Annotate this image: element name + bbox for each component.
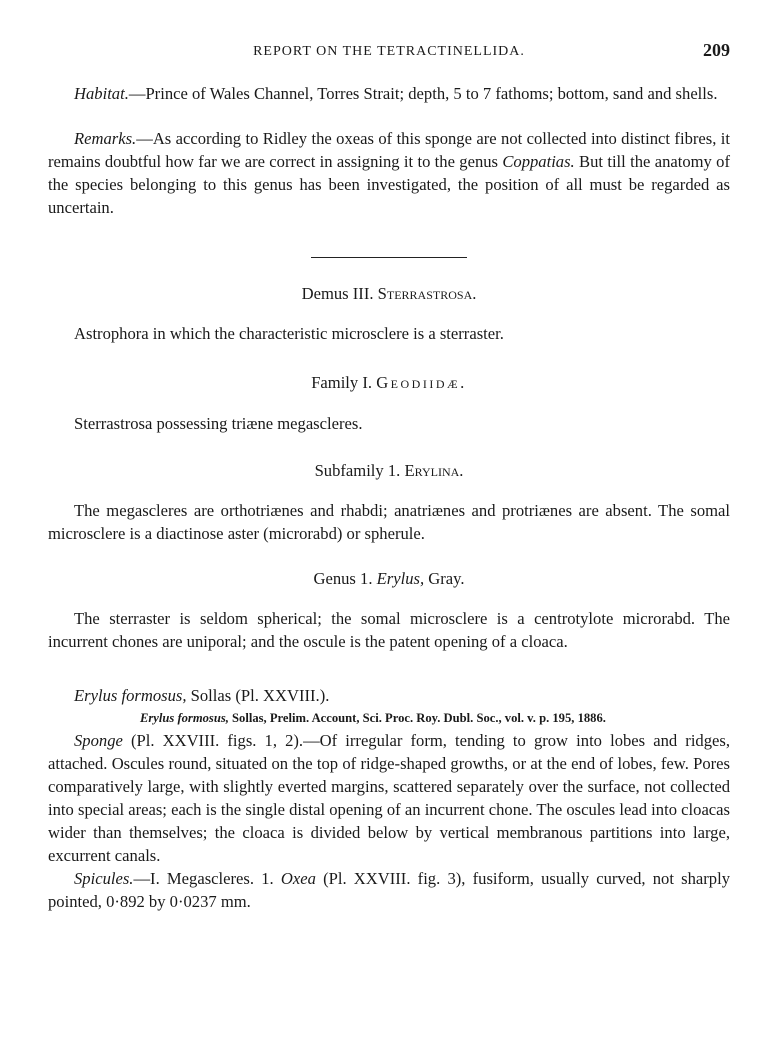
spicules-text-2: (Pl. XXVIII. fig. 3), fusiform, usually curved, not sharply pointed, 0·892 by 0·0237 mm. [48, 869, 730, 911]
habitat-paragraph [48, 82, 730, 105]
spicules-text-1: —I. Megascleres. 1. [133, 869, 281, 888]
family-heading [48, 371, 730, 394]
species-author: Sollas (Pl. XXVIII.). [186, 686, 330, 705]
demus-definition: Astrophora in which the characteristic microsclere is a sterraster. [74, 324, 504, 343]
genus-definition: The sterraster is seldom spherical; the somal microsclere is a centrotylote microrabd. The incurrent chones are uniporal; and the oscule is the patent opening of a cloaca. [48, 609, 730, 651]
section-divider [311, 257, 467, 258]
page-number: 209 [703, 40, 730, 60]
remarks-paragraph [48, 127, 730, 219]
subfamily-prefix: Subfamily 1. [314, 461, 405, 480]
habitat-label: Habitat. [74, 84, 129, 103]
spicules-oxea: Oxea [280, 869, 316, 888]
sponge-text: (Pl. XXVIII. figs. 1, 2).—Of irregular form, tending to grow into lobes and ridges, attached. Oscules round, situated on the top of ridge-shaped growths, or at the end of lobes, few. Pores comparatively large, with slightly everted margins, scattered separately over the surface, not collected into special areas; each is the single distal opening of an incurrent chone. The oscules lead into cloacas wider than themselves; the cloaca is divided below by vertical membranous partitions into large, excurrent canals. [48, 731, 730, 865]
spicules-paragraph [48, 867, 730, 913]
genus-name: Erylus, [376, 569, 425, 588]
species-heading [48, 684, 730, 707]
remarks-label: Remarks. [74, 129, 137, 148]
running-title: REPORT ON THE TETRACTINELLIDA. [253, 44, 525, 59]
remarks-text-1: —As according to Ridley the oxeas of this sponge are not collected into distinct fibres, it remains doubtful how far we are correct in assigning it to the genus [48, 129, 730, 171]
remarks-text-2: But till the anatomy of the species belonging to this genus has been investigated, the position of all must be regarded as uncertain. [48, 152, 730, 217]
demus-name: Sterrastrosa. [377, 284, 477, 303]
spicules-label: Spicules. [74, 869, 134, 888]
subfamily-heading [48, 459, 730, 482]
reference-text: Sollas, Prelim. Account, Sci. Proc. Roy. Dubl. Soc., vol. v. p. 195, 1886. [228, 711, 606, 725]
species-name: Erylus formosus, [74, 686, 187, 705]
reference-name: Erylus formosus, [140, 711, 229, 725]
species-reference [48, 709, 730, 727]
subfamily-name: Erylina. [404, 461, 464, 480]
demus-prefix: Demus III. [301, 284, 378, 303]
genus-heading [48, 567, 730, 590]
demus-heading [48, 282, 730, 305]
sponge-label: Sponge [74, 731, 123, 750]
sponge-paragraph [48, 729, 730, 867]
subfamily-definition: The megascleres are orthotriænes and rhabdi; anatriænes and protriænes are absent. The somal microsclere is a diactinose aster (microrabd) or spherule. [48, 501, 730, 543]
running-head [48, 40, 730, 64]
genus-author: Gray. [424, 569, 465, 588]
family-definition: Sterrastrosa possessing triæne megascleres. [74, 414, 363, 433]
page [48, 40, 730, 913]
family-name: Geodiidæ. [376, 373, 467, 392]
family-prefix: Family I. [311, 373, 377, 392]
habitat-text: —Prince of Wales Channel, Torres Strait; depth, 5 to 7 fathoms; bottom, sand and shells. [128, 84, 718, 103]
genus-prefix: Genus 1. [313, 569, 377, 588]
remarks-genus: Coppatias. [502, 152, 575, 171]
